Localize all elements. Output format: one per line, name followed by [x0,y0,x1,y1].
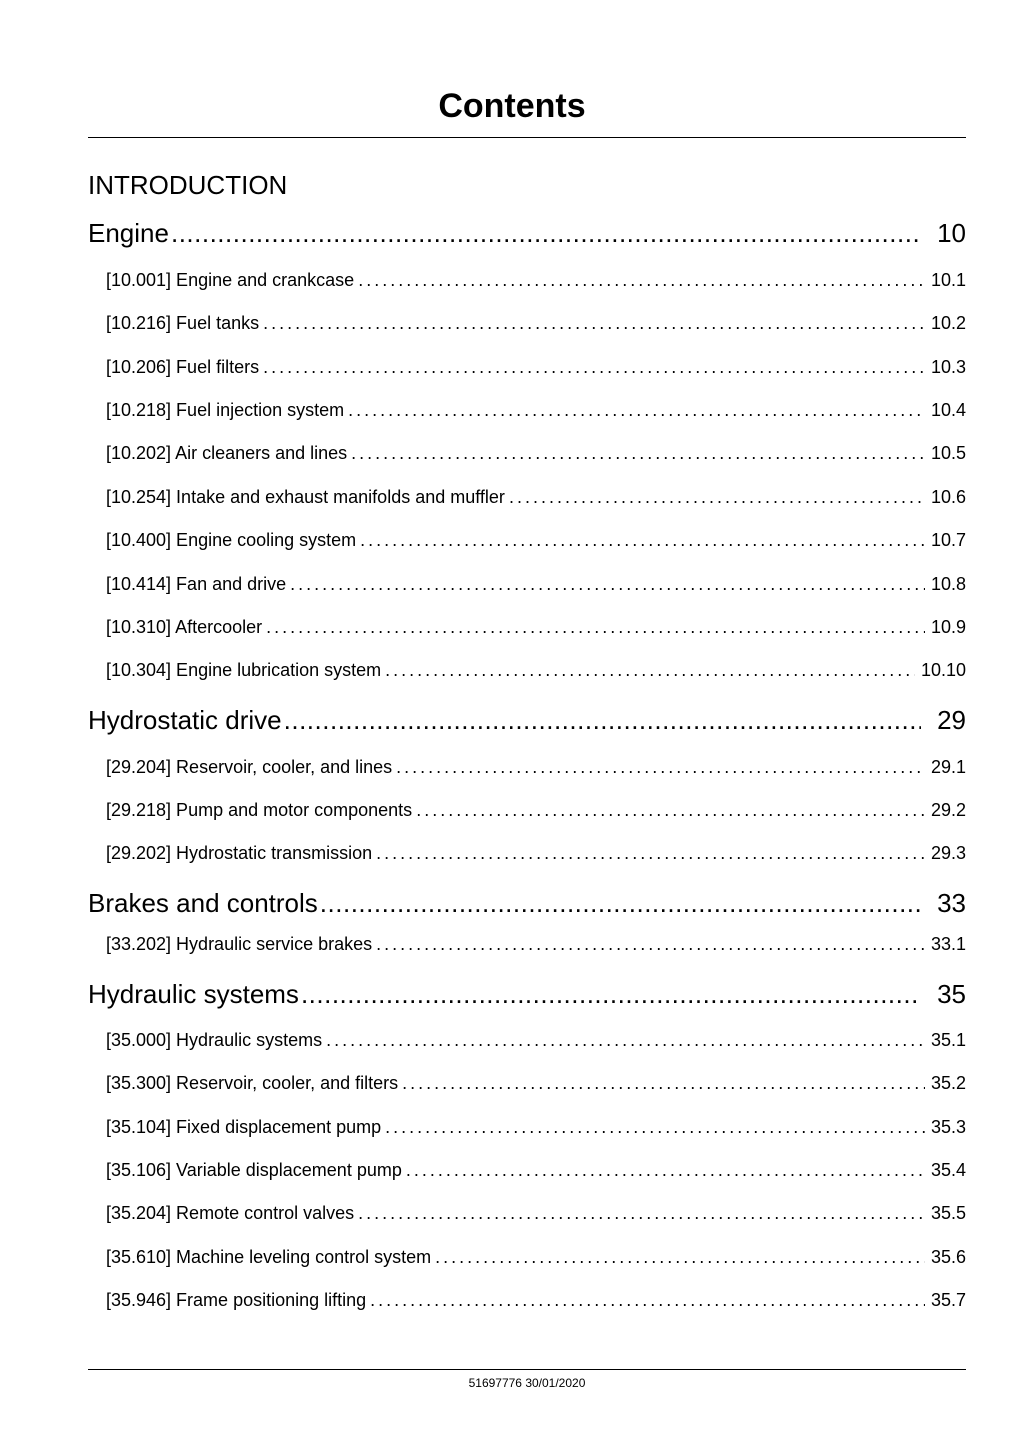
toc-page-number: 35.4 [930,1160,966,1180]
toc-page-number: 10.9 [930,617,966,637]
toc-page-number: 35.5 [930,1203,966,1223]
toc-leader-dots [370,1287,925,1313]
toc-page-number: 10.7 [930,530,966,550]
toc-page-number: 29 [937,705,966,735]
toc-label: Hydrostatic drive [88,705,282,735]
toc-label: Brakes and controls [88,888,318,918]
toc-label: [10.400] Engine cooling system [106,530,357,550]
toc-page-number: 10.3 [930,357,966,377]
toc-label: [35.204] Remote control valves [106,1203,355,1223]
toc-label: [29.204] Reservoir, cooler, and lines [106,757,393,777]
toc-label: [35.300] Reservoir, cooler, and filters [106,1073,399,1093]
toc-leader-dots [416,797,925,823]
toc-entry[interactable] [106,840,966,866]
toc-label: [35.946] Frame positioning lifting [106,1290,367,1310]
toc-label: [29.202] Hydrostatic transmission [106,843,373,863]
toc-entry[interactable] [106,354,966,380]
toc-page-number: 35.7 [930,1290,966,1310]
toc-leader-dots [396,754,925,780]
toc-page-number: 10.10 [920,660,966,680]
toc-label: [10.206] Fuel filters [106,357,260,377]
toc-entry[interactable] [106,1114,966,1140]
toc-leader-dots [376,931,925,957]
toc-leader-dots [301,977,921,1011]
toc-entry[interactable] [106,1287,966,1313]
toc-leader-dots [263,310,925,336]
toc-label: [10.414] Fan and drive [106,574,287,594]
toc-entry[interactable] [106,484,966,510]
toc-leader-dots [290,571,925,597]
toc-label: [10.001] Engine and crankcase [106,270,355,290]
toc-page-number: 33.1 [930,934,966,954]
toc-label: [10.218] Fuel injection system [106,400,345,420]
toc-entry[interactable] [106,527,966,553]
toc-leader-dots [385,657,915,683]
toc-label: [29.218] Pump and motor components [106,800,413,820]
toc-label: [35.000] Hydraulic systems [106,1030,323,1050]
toc-leader-dots [406,1157,925,1183]
toc-entry[interactable] [106,754,966,780]
toc-entry[interactable] [106,797,966,823]
toc-page-number: 10.1 [930,270,966,290]
toc-page-number: 10.5 [930,443,966,463]
toc-label: Hydraulic systems [88,979,299,1009]
toc-leader-dots [358,1200,925,1226]
toc-entry[interactable] [106,1027,966,1053]
toc-page-number: 29.1 [930,757,966,777]
intro-heading: INTRODUCTION [88,170,288,200]
toc-page-number: 10.2 [930,313,966,333]
toc-leader-dots [266,614,925,640]
toc-entry[interactable] [106,397,966,423]
toc-entry[interactable] [106,1244,966,1270]
toc-page-number: 10 [937,218,966,248]
toc-page-number: 29.3 [930,843,966,863]
toc-entry[interactable] [106,614,966,640]
toc-entry[interactable] [106,657,966,683]
toc-label: [35.104] Fixed displacement pump [106,1117,382,1137]
toc-leader-dots [435,1244,925,1270]
toc-page-number: 33 [937,888,966,918]
toc-leader-dots [402,1070,925,1096]
toc-page-number: 29.2 [930,800,966,820]
toc-entry[interactable] [106,310,966,336]
toc-label: [35.106] Variable displacement pump [106,1160,402,1180]
toc-entry[interactable] [106,571,966,597]
toc-page-number: 10.6 [930,487,966,507]
toc-leader-dots [360,527,925,553]
toc-entry[interactable] [106,1157,966,1183]
title-rule [88,137,966,138]
toc-section[interactable] [88,886,966,920]
toc-entry[interactable] [106,267,966,293]
toc-leader-dots [171,216,921,250]
toc-page-number: 35 [937,979,966,1009]
toc-section[interactable] [88,703,966,737]
footer-rule [88,1369,966,1370]
toc-leader-dots [351,440,925,466]
toc-page-number: 10.4 [930,400,966,420]
toc-label: [10.310] Aftercooler [106,617,263,637]
toc-leader-dots [263,354,925,380]
toc-section[interactable] [88,216,966,250]
toc-leader-dots [348,397,925,423]
toc-leader-dots [284,703,921,737]
toc-page-number: 10.8 [930,574,966,594]
toc-label: [10.202] Air cleaners and lines [106,443,348,463]
toc-label: Engine [88,218,169,248]
toc-label: [10.254] Intake and exhaust manifolds and muffler [106,487,505,507]
toc-label: [35.610] Machine leveling control system [106,1247,432,1267]
toc-leader-dots [385,1114,925,1140]
toc-entry[interactable] [106,1070,966,1096]
toc-page-number: 35.2 [930,1073,966,1093]
toc-entry[interactable] [106,440,966,466]
toc-leader-dots [509,484,925,510]
toc-page-number: 35.3 [930,1117,966,1137]
toc-entry[interactable] [106,931,966,957]
footer-text: 51697776 30/01/2020 [468,1376,586,1390]
toc-leader-dots [320,886,921,920]
toc-leader-dots [358,267,925,293]
toc-leader-dots [326,1027,925,1053]
toc-section[interactable] [88,977,966,1011]
toc-label: [10.304] Engine lubrication system [106,660,382,680]
toc-entry[interactable] [106,1200,966,1226]
toc-page-number: 35.6 [930,1247,966,1267]
toc-label: [33.202] Hydraulic service brakes [106,934,373,954]
toc-leader-dots [376,840,925,866]
toc-label: [10.216] Fuel tanks [106,313,260,333]
toc-page-number: 35.1 [930,1030,966,1050]
page-title: Contents [438,87,586,125]
